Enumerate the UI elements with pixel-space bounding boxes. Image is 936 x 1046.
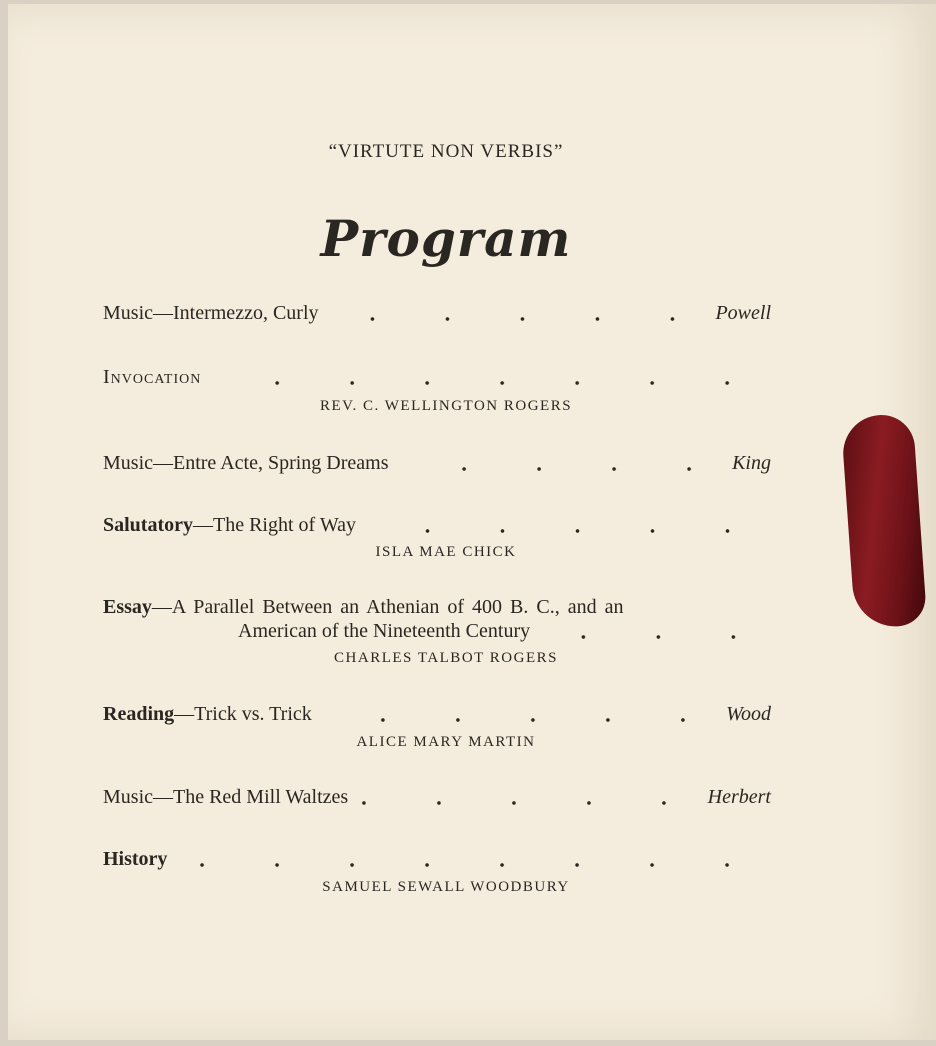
item-title: —The Right of Way bbox=[193, 514, 356, 536]
item-title: —Entre Acte, Spring Dreams bbox=[153, 452, 389, 474]
dot-leader bbox=[318, 718, 720, 722]
dot-leader bbox=[354, 801, 701, 805]
dot-leader bbox=[395, 467, 727, 471]
performer: SAMUEL SEWALL WOODBURY bbox=[322, 879, 570, 895]
program-item bbox=[103, 848, 771, 871]
item-title: —Intermezzo, Curly bbox=[153, 302, 319, 324]
program-item bbox=[103, 302, 771, 325]
item-label: Invocation bbox=[103, 366, 202, 388]
item-label: History bbox=[103, 848, 168, 870]
composer: Powell bbox=[715, 302, 771, 324]
item-label: Music bbox=[103, 452, 153, 474]
dot-leader bbox=[530, 635, 771, 639]
program-item bbox=[103, 514, 771, 537]
program-item bbox=[103, 366, 771, 389]
performer: ALICE MARY MARTIN bbox=[356, 734, 536, 750]
dot-leader bbox=[173, 863, 765, 867]
item-title-continued: American of the Nineteenth Century bbox=[238, 620, 531, 642]
program-item bbox=[103, 703, 771, 726]
item-title: —Trick vs. Trick bbox=[174, 703, 312, 725]
item-title: —A Parallel Between an Athenian of 400 B. C., and an bbox=[151, 596, 624, 618]
performer: CHARLES TALBOT ROGERS bbox=[334, 650, 558, 666]
program-item bbox=[103, 596, 771, 619]
dot-leader bbox=[207, 381, 765, 385]
composer: King bbox=[732, 452, 771, 474]
program-item bbox=[103, 786, 771, 809]
ribbon-binding bbox=[841, 413, 928, 630]
item-label: Music bbox=[103, 786, 153, 808]
program-page bbox=[8, 4, 936, 1040]
composer: Herbert bbox=[707, 786, 771, 808]
composer: Wood bbox=[726, 703, 771, 725]
item-label: Essay bbox=[103, 596, 152, 618]
performer: REV. C. WELLINGTON ROGERS bbox=[319, 398, 573, 414]
program-item-continued bbox=[238, 620, 771, 643]
item-label: Salutatory bbox=[103, 514, 193, 536]
program-item bbox=[103, 452, 771, 475]
dot-leader bbox=[362, 529, 765, 533]
item-label: Music bbox=[103, 302, 153, 324]
performer: ISLA MAE CHICK bbox=[375, 544, 517, 560]
page-title: Program bbox=[320, 209, 572, 268]
item-label: Reading bbox=[103, 703, 175, 725]
dot-leader bbox=[325, 317, 710, 321]
motto: “VIRTUTE NON VERBIS” bbox=[328, 141, 564, 162]
item-title: —The Red Mill Waltzes bbox=[153, 786, 349, 808]
